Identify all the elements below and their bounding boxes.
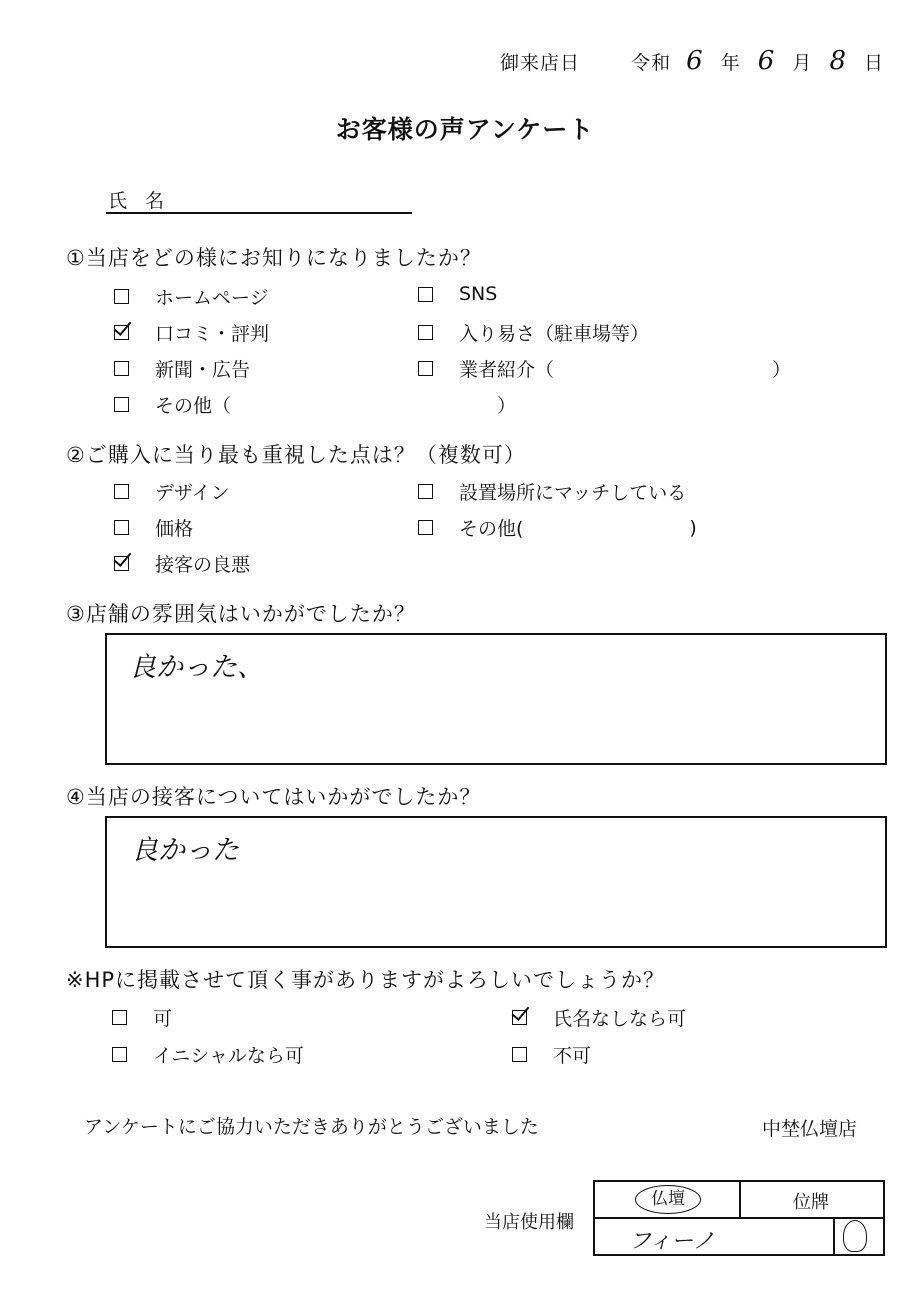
product-code: フィーノ [629,1229,715,1254]
checkbox[interactable] [114,520,129,535]
option-label: 新聞・広告 [155,359,251,381]
checkbox-checked[interactable] [114,556,129,571]
option-label: 口コミ・評判 [155,323,270,345]
checkbox[interactable] [418,287,433,302]
checkbox[interactable] [512,1047,527,1062]
q3-answer: 良かった、 [129,652,264,683]
q3-answer-box[interactable] [105,633,887,765]
hp-option-ok-without-name[interactable] [512,1004,686,1031]
question-4: ④当店の接客についてはいかがでしたか？ [66,785,482,809]
q1-option-other[interactable] [114,391,516,418]
question-3: ③店舗の雰囲気はいかがでしたか？ [66,602,416,626]
thanks-message: アンケートにご協力いただきありがとうございました [84,1116,539,1138]
q4-answer-box[interactable] [105,816,887,948]
hp-option-ok[interactable] [112,1004,172,1031]
q1-option-accessibility[interactable] [418,319,649,346]
checkbox[interactable] [418,520,433,535]
q1-option-sns[interactable] [418,283,497,305]
staff-use-table [593,1180,885,1256]
month-unit: 月 [792,52,813,74]
option-label: その他( [459,518,524,540]
category-stamp: 仏壇 [635,1185,701,1214]
visit-date-label: 御来店日 [500,52,581,74]
option-suffix: ） [497,395,517,417]
q2-option-service[interactable] [114,550,250,577]
q2-option-design[interactable] [114,478,230,505]
option-suffix: ） [772,359,792,381]
visit-day: 8 [829,46,847,76]
checkbox-checked[interactable] [114,325,129,340]
visit-month: 6 [757,46,776,76]
checkbox[interactable] [114,397,129,412]
staff-use-label: 当店使用欄 [484,1212,574,1233]
option-label: 価格 [155,518,194,540]
checkbox[interactable] [418,361,433,376]
option-suffix: ) [689,516,697,539]
q1-option-word-of-mouth[interactable] [114,319,269,346]
option-label: ホームページ [155,287,269,309]
hp-option-initials[interactable] [112,1041,304,1068]
name-field-line[interactable] [106,212,412,214]
table-divider [833,1217,835,1256]
hp-option-not-ok[interactable] [512,1041,591,1068]
option-label: 入り易さ（駐車場等） [459,323,650,345]
table-divider [739,1182,741,1217]
visit-year: 6 [686,46,704,76]
q1-option-homepage[interactable] [114,283,269,310]
shop-name: 中埜仏壇店 [762,1118,858,1140]
checkbox[interactable] [418,484,433,499]
question-1: ①当店をどの様にお知りになりましたか？ [66,246,482,270]
visit-date [500,46,884,76]
q1-option-referral[interactable] [418,355,791,382]
option-label: デザイン [155,482,230,504]
option-label: 不可 [553,1045,592,1067]
option-label: 接客の良悪 [155,554,251,576]
year-unit: 年 [720,52,741,74]
question-2: ②ご購入に当り最も重視した点は？（複数可） [66,443,526,467]
name-label: 氏名 [108,190,183,212]
option-label: 可 [153,1008,173,1030]
q4-answer: 良かった [131,835,239,866]
item-type: 位牌 [793,1192,829,1213]
q1-option-newspaper[interactable] [114,355,250,382]
table-divider [595,1217,883,1219]
q2-option-price[interactable] [114,514,193,541]
checkbox[interactable] [114,289,129,304]
staff-seal-icon [843,1220,867,1252]
checkbox[interactable] [418,325,433,340]
day-unit: 日 [864,52,885,74]
checkbox-checked[interactable] [512,1010,527,1025]
option-label: SNS [459,283,498,305]
q2-option-other[interactable] [418,514,697,541]
option-label: その他（ [155,395,232,417]
era-label: 令和 [631,52,672,74]
option-label: 業者紹介（ [459,359,555,381]
option-label: 設置場所にマッチしている [459,482,687,504]
checkbox[interactable] [112,1010,127,1025]
option-label: イニシャルなら可 [153,1045,304,1067]
checkbox[interactable] [112,1047,127,1062]
option-label: 氏名なしなら可 [553,1008,687,1030]
q2-option-location-match[interactable] [418,478,686,505]
checkbox[interactable] [114,361,129,376]
hp-question: ※HPに掲載させて頂く事がありますがよろしいでしょうか？ [66,968,666,992]
checkbox[interactable] [114,484,129,499]
page-title: お客様の声アンケート [335,115,595,144]
